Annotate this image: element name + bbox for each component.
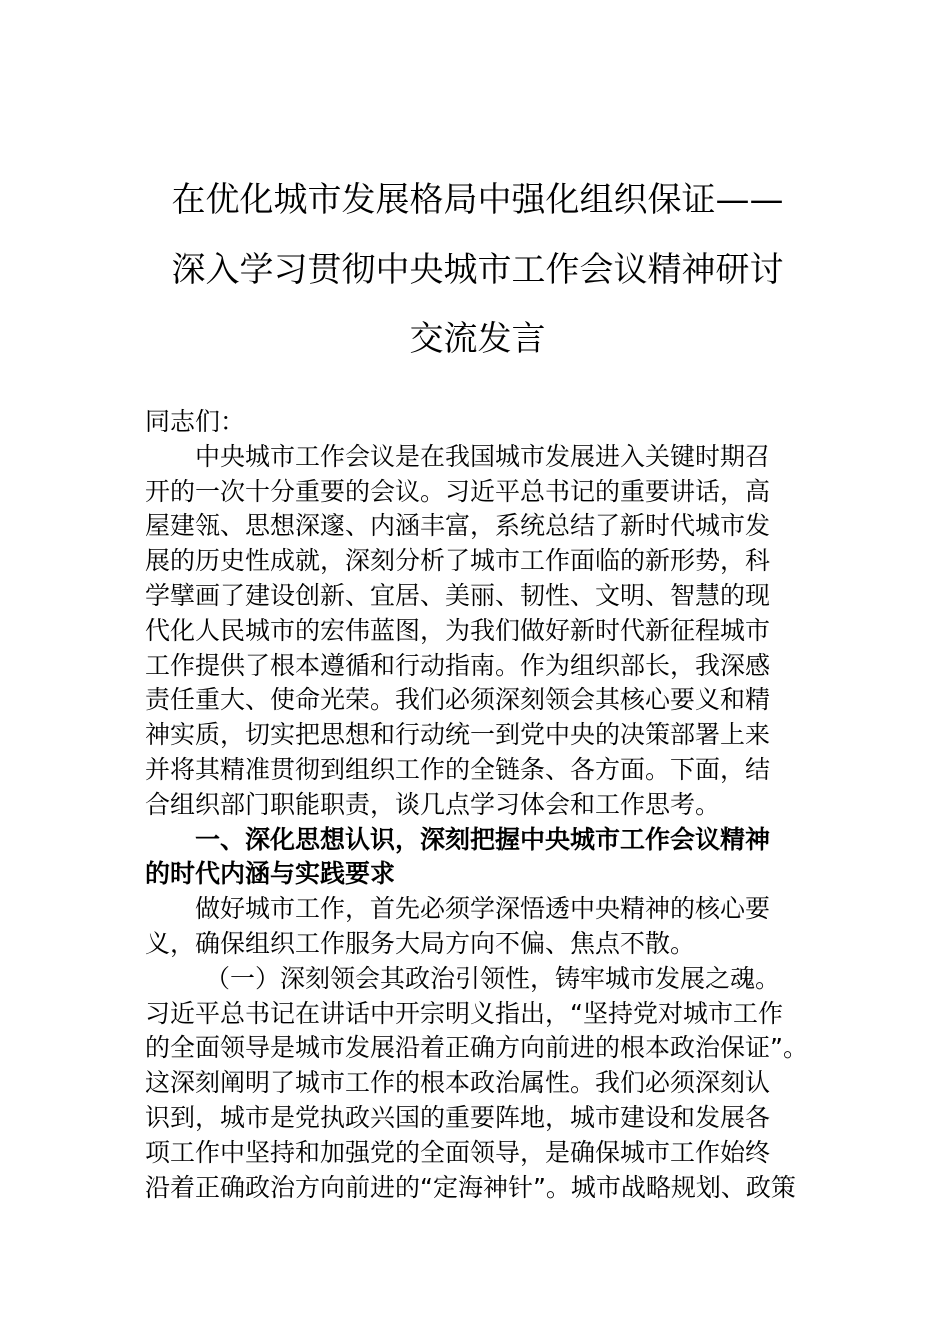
paragraph-line: 神实质，切实把思想和行动统一到党中央的决策部署上来 [145,720,771,750]
title-line-1: 在优化城市发展格局中强化组织保证—— [171,180,784,220]
paragraph-line: 项工作中坚持和加强党的全面领导，是确保城市工作始终 [145,1137,771,1167]
paragraph-line: 并将其精准贯彻到组织工作的全链条、各方面。下面，结 [145,754,771,784]
section-heading: 一、深化思想认识，深刻把握中央城市工作会议精神 [195,824,771,854]
paragraph-line: 工作提供了根本遵循和行动指南。作为组织部长，我深感 [145,650,771,680]
paragraph-line: 习近平总书记在讲话中开宗明义指出，“坚持党对城市工作 [145,998,783,1028]
paragraph-line: 合组织部门职能职责，谈几点学习体会和工作思考。 [145,789,721,819]
paragraph-line: 学擘画了建设创新、宜居、美丽、韧性、文明、智慧的现 [145,580,771,610]
paragraph-line: 义，确保组织工作服务大局方向不偏、焦点不散。 [145,928,696,958]
paragraph-line: 的全面领导是城市发展沿着正确方向前进的根本政治保证”。 [145,1033,808,1063]
subsection-heading: （一）深刻领会其政治引领性，铸牢城市发展之魂。 [205,963,781,993]
paragraph-line: 识到，城市是党执政兴国的重要阵地，城市建设和发展各 [145,1102,771,1132]
paragraph-line: 责任重大、使命光荣。我们必须深刻领会其核心要义和精 [145,685,771,715]
section-heading: 的时代内涵与实践要求 [145,859,396,889]
salutation: 同志们： [145,407,246,436]
document-body [145,405,810,1205]
paragraph-line: 屋建瓴、思想深邃、内涵丰富，系统总结了新时代城市发 [145,511,771,541]
paragraph-line: 沿着正确政治方向前进的“定海神针”。城市战略规划、政策 [145,1172,796,1202]
paragraph-line: 代化人民城市的宏伟蓝图，为我们做好新时代新征程城市 [145,615,771,645]
paragraph-line: 这深刻阐明了城市工作的根本政治属性。我们必须深刻认 [145,1068,771,1098]
title-line-2: 深入学习贯彻中央城市工作会议精神研讨 [171,250,784,290]
title-line-3: 交流发言 [409,319,546,359]
paragraph-line: 展的历史性成就，深刻分析了城市工作面临的新形势，科 [145,546,771,576]
paragraph-line: 开的一次十分重要的会议。习近平总书记的重要讲话，高 [145,476,771,506]
paragraph-line: 做好城市工作，首先必须学深悟透中央精神的核心要 [195,894,771,924]
paragraph-line: 中央城市工作会议是在我国城市发展进入关键时期召 [195,441,771,471]
